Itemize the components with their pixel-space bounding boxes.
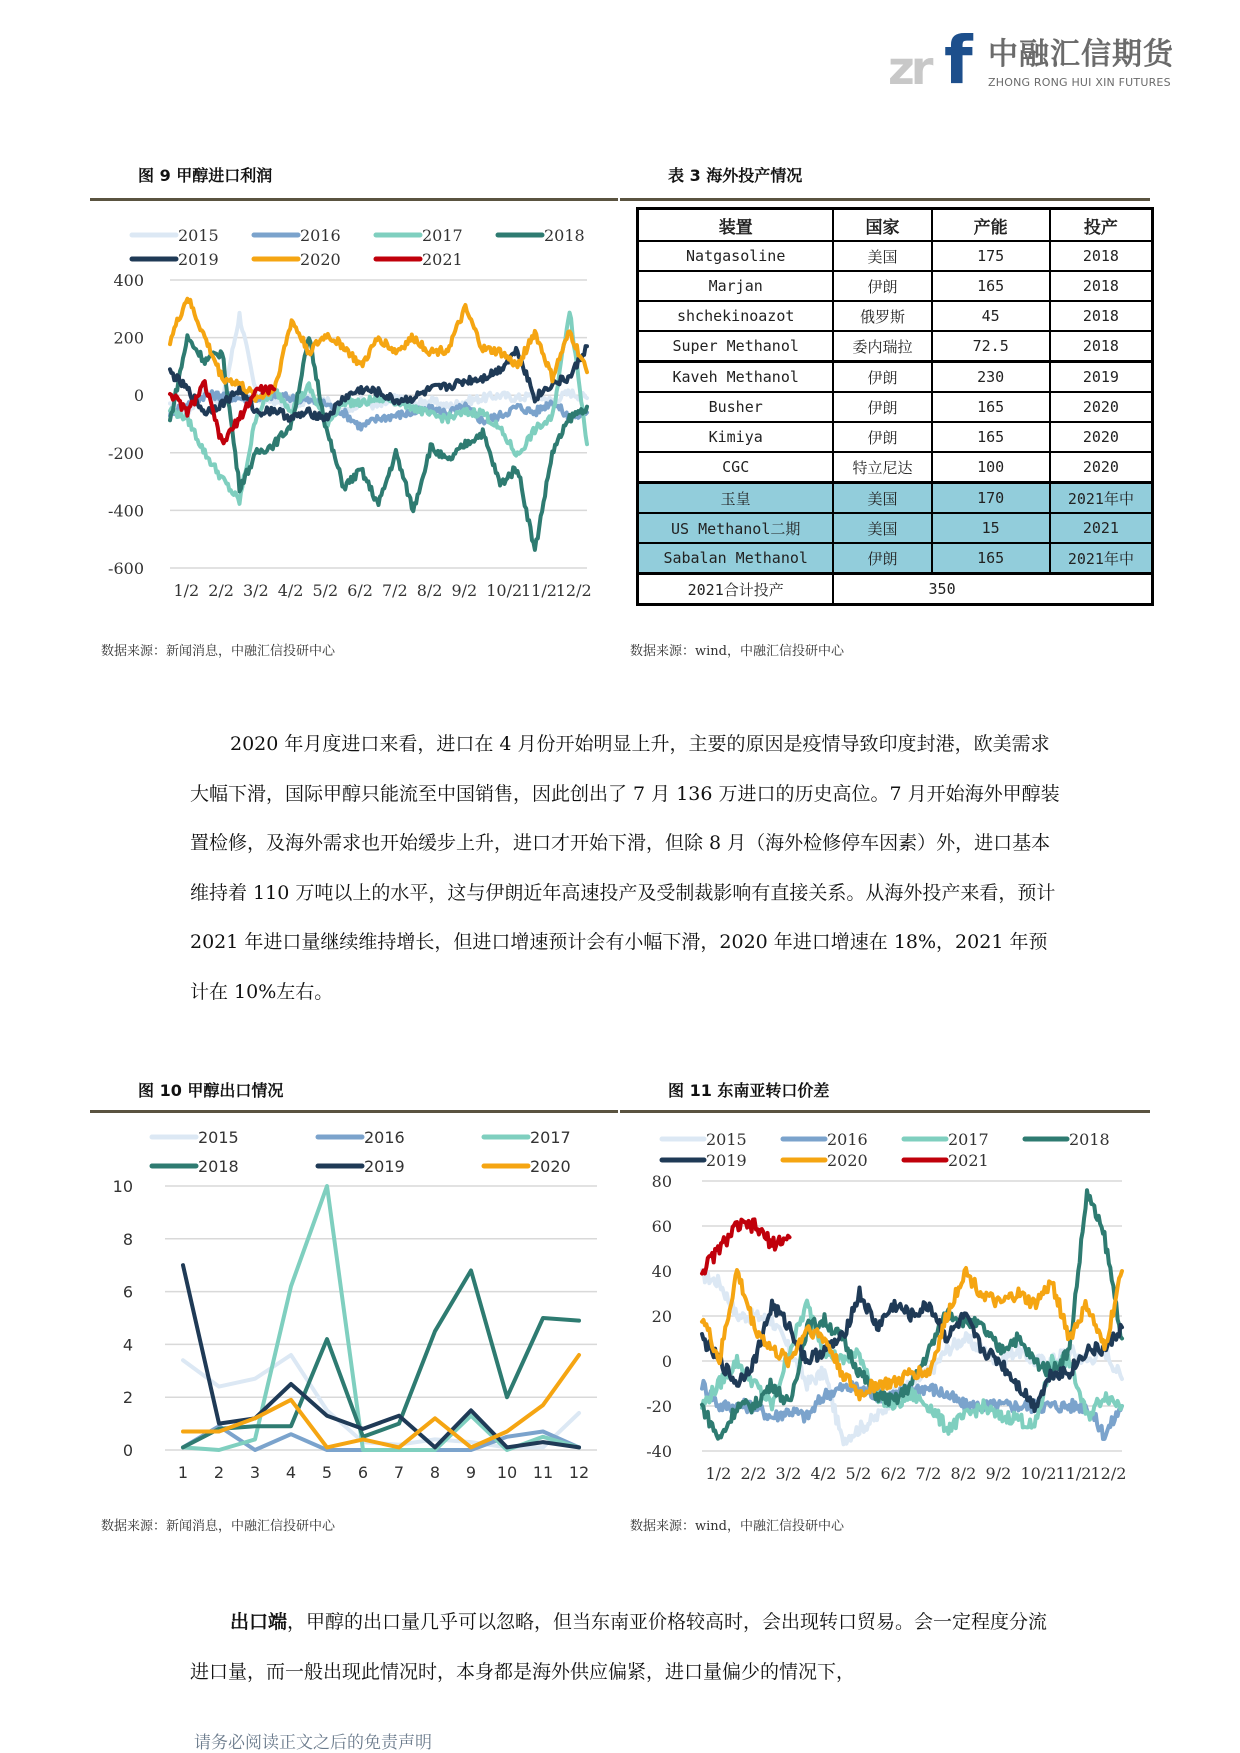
cell-start: 2021年中 (1050, 543, 1153, 574)
legend-label-2019: 2019 (706, 1151, 747, 1170)
y-tick-label: -600 (108, 559, 144, 578)
x-tick-label: 2/2 (208, 581, 234, 600)
y-tick-label: 20 (651, 1307, 672, 1326)
cell-start: 2020 (1050, 392, 1153, 422)
x-tick-label: 4 (285, 1463, 297, 1482)
paragraph-text: 2020 年月度进口来看，进口在 4 月份开始明显上升，主要的原因是疫情导致印度封港，欧美需求大幅下滑，国际甲醇只能流至中国销售，因此创出了 7 月 136 万进口的历史高位。7 月开始海外甲醇装置检修，及海外需求也开始缓步上升，进口才开始下滑，但除 8 月（海外检修停车因素）外，进口基本维持着 110 万吨以上的水平，这与伊朗近年高速投产及受制裁影响有直接关系。从海外投产来看，预计 2021 年进口量继续维持增长，但进口增速预计会有小幅下滑，2020 年进口增速在 18%，2021 年预计在 10%左右。 (190, 733, 1060, 1003)
x-tick-label: 11/2 (1055, 1464, 1092, 1483)
table-row (638, 452, 1153, 483)
logo-mark-f: f (944, 22, 973, 99)
legend-label-2015: 2015 (706, 1130, 747, 1149)
cell-capacity: 170 (932, 483, 1050, 514)
fig10-title: 图 10 甲醇出口情况 (138, 1081, 284, 1100)
table-row (638, 301, 1153, 331)
x-tick-label: 5/2 (312, 581, 339, 600)
logo-company-name-en: ZHONG RONG HUI XIN FUTURES (988, 76, 1171, 89)
company-logo (888, 22, 1174, 99)
x-tick-label: 6/2 (880, 1464, 907, 1483)
table3-divider (620, 198, 1150, 201)
x-tick-label: 12/2 (555, 581, 592, 600)
cell-start: 2021年中 (1050, 483, 1153, 514)
total-value: 350 (833, 574, 1049, 605)
cell-capacity: 175 (932, 241, 1050, 271)
table-row (638, 513, 1153, 543)
cell-name: Kaveh Methanol (638, 362, 834, 393)
logo-company-name-cn: 中融汇信期货 (988, 37, 1174, 72)
x-tick-label: 9/2 (985, 1464, 1012, 1483)
fig9-title: 图 9 甲醇进口利润 (138, 166, 273, 185)
cell-capacity: 45 (932, 301, 1050, 331)
paragraph-text: ，甲醇的出口量几乎可以忽略，但当东南亚价格较高时，会出现转口贸易。会一定程度分流进口量，而一般出现此情况时，本身都是海外供应偏紧，进口量偏少的情况下， (190, 1611, 1048, 1683)
table-row (638, 271, 1153, 301)
cell-country: 美国 (833, 513, 931, 543)
x-tick-label: 10/2 (1020, 1464, 1057, 1483)
cell-name: US Methanol二期 (638, 513, 834, 543)
y-tick-label: 2 (122, 1388, 133, 1408)
legend-label-2019: 2019 (364, 1157, 405, 1176)
legend-label-2018: 2018 (198, 1157, 239, 1176)
x-tick-label: 10/2 (486, 581, 523, 600)
cell-country: 美国 (833, 241, 931, 271)
legend-label-2021: 2021 (948, 1151, 989, 1170)
x-tick-label: 12/2 (1090, 1464, 1127, 1483)
table-row (638, 241, 1153, 271)
table-row (638, 543, 1153, 574)
legend-label-2020: 2020 (530, 1157, 571, 1176)
fig9-source: 数据来源：新闻消息，中融汇信投研中心 (101, 644, 336, 659)
table-row (638, 392, 1153, 422)
table-total-row (638, 574, 1153, 605)
legend-label-2015: 2015 (198, 1128, 239, 1147)
x-tick-label: 9/2 (451, 581, 478, 600)
legend-label-2021: 2021 (422, 250, 463, 269)
fig11-chart (620, 1115, 1150, 1500)
x-tick-label: 6/2 (347, 581, 373, 600)
series-line-2017 (183, 1186, 579, 1450)
cell-name: shchekinoazot (638, 301, 834, 331)
legend-label-2017: 2017 (948, 1130, 989, 1149)
legend-label-2018: 2018 (544, 226, 585, 245)
legend-label-2016: 2016 (300, 226, 341, 245)
cell-country: 伊朗 (833, 271, 931, 301)
y-tick-label: 40 (651, 1262, 672, 1281)
cell-name: 玉皇 (638, 483, 834, 514)
table-row (638, 331, 1153, 362)
legend-label-2018: 2018 (1069, 1130, 1110, 1149)
col-header-capacity: 产能 (932, 209, 1050, 242)
cell-country: 特立尼达 (833, 452, 931, 483)
col-header-country: 国家 (833, 209, 931, 242)
series-line-2021 (702, 1219, 790, 1273)
body-paragraph-import (190, 720, 1060, 1017)
cell-start: 2019 (1050, 362, 1153, 393)
table-row (638, 483, 1153, 514)
cell-capacity: 165 (932, 422, 1050, 452)
legend-label-2019: 2019 (178, 250, 219, 269)
cell-start: 2020 (1050, 452, 1153, 483)
x-tick-label: 4/2 (277, 581, 304, 600)
logo-mark-zr: zr (888, 41, 930, 95)
x-tick-label: 5/2 (845, 1464, 872, 1483)
x-tick-label: 1 (177, 1463, 189, 1482)
x-tick-label: 7/2 (915, 1464, 942, 1483)
x-tick-label: 2/2 (740, 1464, 767, 1483)
cell-name: CGC (638, 452, 834, 483)
table3-source: 数据来源：wind，中融汇信投研中心 (630, 644, 844, 659)
cell-country: 俄罗斯 (833, 301, 931, 331)
fig11-divider (620, 1110, 1150, 1113)
cell-start: 2018 (1050, 241, 1153, 271)
y-tick-label: 60 (651, 1217, 672, 1236)
x-tick-label: 5 (321, 1463, 333, 1482)
cell-name: Super Methanol (638, 331, 834, 362)
cell-capacity: 15 (932, 513, 1050, 543)
table-row (638, 422, 1153, 452)
col-header-start: 投产 (1050, 209, 1153, 242)
x-tick-label: 1/2 (705, 1464, 732, 1483)
total-empty-cell (1050, 574, 1153, 605)
legend-label-2020: 2020 (300, 250, 341, 269)
fig10-source: 数据来源：新闻消息，中融汇信投研中心 (101, 1519, 336, 1534)
cell-name: Busher (638, 392, 834, 422)
cell-country: 美国 (833, 483, 931, 514)
x-tick-label: 7/2 (381, 581, 408, 600)
x-tick-label: 3/2 (775, 1464, 802, 1483)
cell-start: 2020 (1050, 422, 1153, 452)
y-tick-label: 80 (651, 1172, 672, 1191)
body-paragraph-export (190, 1598, 1060, 1697)
table-header-row (638, 209, 1153, 242)
cell-capacity: 165 (932, 543, 1050, 574)
x-tick-label: 11/2 (520, 581, 557, 600)
x-tick-label: 6 (357, 1463, 369, 1482)
overseas-capacity-table (636, 207, 1154, 606)
cell-country: 伊朗 (833, 422, 931, 452)
col-header-unit: 装置 (638, 209, 834, 242)
x-tick-label: 8/2 (950, 1464, 977, 1483)
cell-name: Natgasoline (638, 241, 834, 271)
x-tick-label: 8 (429, 1463, 441, 1482)
cell-country: 委内瑞拉 (833, 331, 931, 362)
legend-label-2015: 2015 (178, 226, 219, 245)
y-tick-label: 0 (133, 386, 144, 406)
total-label: 2021合计投产 (638, 574, 834, 605)
x-tick-label: 2 (213, 1463, 225, 1482)
cell-start: 2021 (1050, 513, 1153, 543)
y-tick-label: 8 (122, 1229, 133, 1249)
x-tick-label: 3/2 (242, 581, 269, 600)
y-tick-label: 4 (122, 1335, 133, 1355)
x-tick-label: 10 (496, 1463, 518, 1482)
y-tick-label: 10 (112, 1177, 133, 1196)
legend-label-2016: 2016 (827, 1130, 868, 1149)
x-tick-label: 3 (249, 1463, 261, 1482)
cell-capacity: 100 (932, 452, 1050, 483)
cell-start: 2018 (1050, 331, 1153, 362)
fig11-title: 图 11 东南亚转口价差 (668, 1081, 830, 1100)
legend-label-2017: 2017 (530, 1128, 571, 1147)
legend-label-2017: 2017 (422, 226, 463, 245)
x-tick-label: 8/2 (416, 581, 443, 600)
y-tick-label: -40 (646, 1442, 672, 1461)
y-tick-label: 0 (122, 1441, 133, 1460)
legend-label-2016: 2016 (364, 1128, 405, 1147)
x-tick-label: 12 (568, 1463, 590, 1482)
cell-country: 伊朗 (833, 543, 931, 574)
x-tick-label: 7 (393, 1463, 405, 1482)
x-tick-label: 9 (465, 1463, 477, 1482)
cell-capacity: 230 (932, 362, 1050, 393)
fig9-divider (90, 198, 618, 201)
paragraph-bold-lead: 出口端 (230, 1611, 288, 1633)
cell-country: 伊朗 (833, 392, 931, 422)
cell-capacity: 165 (932, 271, 1050, 301)
y-tick-label: -400 (108, 501, 144, 521)
fig9-chart (90, 205, 618, 615)
x-tick-label: 11 (532, 1463, 554, 1482)
table-row (638, 362, 1153, 393)
table3-title: 表 3 海外投产情况 (668, 166, 803, 185)
y-tick-label: -200 (108, 443, 144, 463)
fig11-source: 数据来源：wind，中融汇信投研中心 (630, 1519, 844, 1534)
disclaimer-footer: 请务必阅读正文之后的免责声明 (194, 1733, 432, 1753)
y-tick-label: 0 (661, 1352, 672, 1371)
y-tick-label: 200 (113, 328, 144, 348)
cell-start: 2018 (1050, 271, 1153, 301)
fig10-divider (90, 1110, 618, 1113)
cell-country: 伊朗 (833, 362, 931, 393)
fig10-chart (90, 1115, 618, 1500)
cell-name: Sabalan Methanol (638, 543, 834, 574)
legend-label-2020: 2020 (827, 1151, 868, 1170)
cell-capacity: 72.5 (932, 331, 1050, 362)
cell-name: Kimiya (638, 422, 834, 452)
cell-name: Marjan (638, 271, 834, 301)
cell-start: 2018 (1050, 301, 1153, 331)
y-tick-label: 6 (122, 1282, 133, 1302)
x-tick-label: 4/2 (810, 1464, 837, 1483)
y-tick-label: 400 (113, 271, 144, 290)
cell-capacity: 165 (932, 392, 1050, 422)
x-tick-label: 1/2 (173, 581, 200, 600)
y-tick-label: -20 (646, 1397, 672, 1416)
